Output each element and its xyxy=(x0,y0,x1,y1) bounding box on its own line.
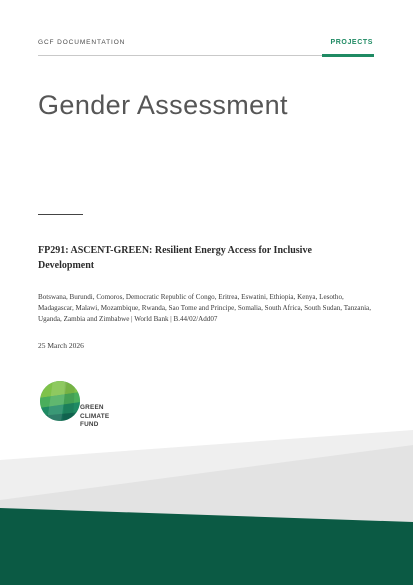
logo-wordmark xyxy=(80,404,109,430)
title-divider xyxy=(38,214,83,215)
header-divider xyxy=(38,55,360,56)
countries-line: Botswana, Burundi, Comoros, Democratic Republic of Congo, Eritrea, Eswatini, Ethiopia, Kenya, Lesotho, Madagascar, Malawi, Mozambique, Rwanda, Sao Tome and Principe, Somalia, South Africa, South Sudan, Tanzania, Uganda, Zambia and Zimbabwe | World Bank | B.44/02/Add07 xyxy=(38,293,371,323)
header-accent-bar xyxy=(322,54,374,57)
logo-line-green: GREEN xyxy=(80,404,104,411)
logo-line-fund: FUND xyxy=(80,421,99,429)
section-label: GCF DOCUMENTATION xyxy=(38,39,126,46)
project-title: FP291: ASCENT-GREEN: Resilient Energy Access for Inclusive Development xyxy=(38,245,312,271)
category-label: PROJECTS xyxy=(330,39,373,46)
gcf-globe-icon xyxy=(39,380,81,422)
page-title: Gender Assessment xyxy=(38,90,288,120)
document-date: 25 March 2026 xyxy=(38,341,84,350)
logo-line-climate: CLIMATE xyxy=(80,412,110,420)
